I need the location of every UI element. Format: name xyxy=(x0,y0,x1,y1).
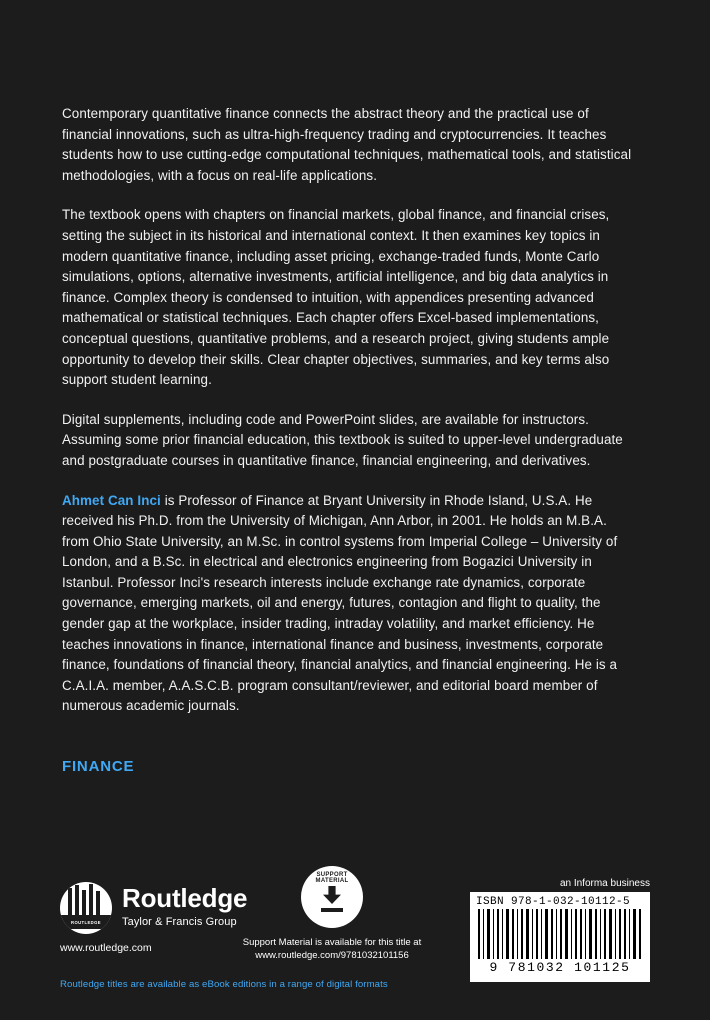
blurb-paragraph-3: Digital supplements, including code and PowerPoint slides, are available for instructors. Assuming some prior financial education, this textbook is suited to upper-level undergraduate and postgraduate courses in quantitative finance, financial engineering, and derivatives. xyxy=(62,411,623,468)
routledge-roundel-icon xyxy=(60,882,112,934)
blurb-text-block xyxy=(62,104,634,717)
isbn-digits: 9 781032 101125 xyxy=(489,960,631,975)
publisher-name: Routledge xyxy=(122,883,248,913)
cover-footer-area xyxy=(0,866,710,1020)
informa-line: an Informa business xyxy=(559,878,650,889)
support-seal-label: SUPPORT MATERIAL xyxy=(315,872,349,884)
ebook-availability-note: Routledge titles are available as eBook editions in a range of digital formats xyxy=(60,979,388,990)
routledge-roundel-label: ROUTLEDGE xyxy=(71,920,101,925)
blurb-paragraph-2: The textbook opens with chapters on financial markets, global finance, and financial crises, setting the subject in its historical and international context. It then examines key topics in modern quantitative finance, including asset pricing, exchange-traded funds, Monte Carlo simulations, options, alternative investments, artificial intelligence, and big data analytics in finance. Complex theory is condensed to intuition, with appendices presenting advanced mathematical or statistical techniques. Each chapter offers Excel-based implementations, conceptual questions, quantitative problems, and a research project, giving students ample opportunity to develop their skills. Clear chapter objectives, summaries, and key terms also support student learning. xyxy=(62,207,610,388)
barcode-image xyxy=(476,909,644,959)
support-caption-line1: Support Material is available for this title at xyxy=(242,937,422,948)
author-name: Ahmet Can Inci xyxy=(62,492,161,508)
author-bio-paragraph xyxy=(62,491,634,718)
publisher-group: Taylor & Francis Group xyxy=(122,916,237,928)
download-seal-icon xyxy=(301,866,363,928)
support-material-badge xyxy=(232,866,432,962)
isbn-label: ISBN 978-1-032-10112-5 xyxy=(476,896,631,908)
subject-category-label: FINANCE xyxy=(62,758,135,775)
isbn-barcode-block xyxy=(470,892,650,982)
blurb-paragraph-1: Contemporary quantitative finance connects the abstract theory and the practical use of financial innovations, such as ultra-high-frequency trading and cryptocurrencies. It teaches students how to use cutting-edge computational techniques, mathematical tools, and statistical methodologies, with a focus on real-life applications. xyxy=(62,106,632,183)
author-bio-text: is Professor of Finance at Bryant University in Rhode Island, U.S.A. He received his Ph.D. from the University of Michigan, Ann Arbor, in 2001. He holds an M.B.A. from Ohio State University, an M.Sc. in control systems from Imperial College – University of London, and a B.Sc. in electrical and electronics engineering from Bogazici University in Istanbul. Professor Inci's research interests include exchange rate dynamics, corporate governance, emerging markets, oil and energy, futures, contagion and flight to quality, the gender gap at the workplace, insider trading, intraday volatility, and market efficiency. He teaches innovations in finance, international finance and business, investments, corporate finance, foundations of financial theory, financial analytics, and financial engineering. He is a C.A.I.A. member, A.A.S.C.B. program consultant/reviewer, and editorial board member of numerous academic journals. xyxy=(62,492,618,714)
support-caption-line2[interactable]: www.routledge.com/9781032101156 xyxy=(255,950,409,961)
publisher-website[interactable]: www.routledge.com xyxy=(60,942,152,954)
